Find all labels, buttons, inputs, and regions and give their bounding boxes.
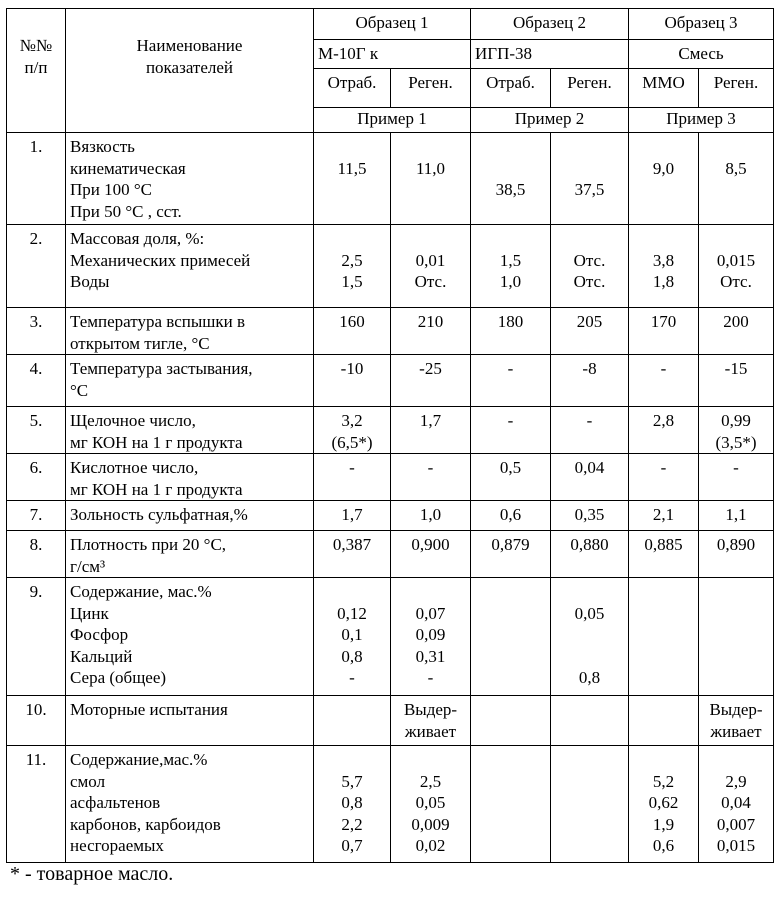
table-row — [7, 746, 774, 863]
row-name: Моторные испытания — [66, 696, 314, 746]
value-cell: 1,7 — [391, 407, 471, 454]
value-cell: - — [471, 355, 551, 407]
col-used-1: Отраб. — [314, 69, 391, 108]
value-cell: - — [314, 454, 391, 501]
value-cell: 0,890 — [699, 531, 774, 578]
name-header: Наименование показателей — [66, 9, 314, 133]
table-row — [7, 407, 774, 454]
value-cell: 1,0 — [391, 501, 471, 531]
value-cell: 170 — [629, 308, 699, 355]
value-cell: 210 — [391, 308, 471, 355]
value-cell: 2,5 0,05 0,009 0,02 — [391, 746, 471, 863]
sample-2-title: Образец 2 — [471, 9, 629, 40]
col-regen-3: Реген. — [699, 69, 774, 108]
value-cell — [314, 696, 391, 746]
value-cell — [471, 746, 551, 863]
value-cell — [471, 578, 551, 696]
table-row — [7, 225, 774, 308]
row-name: Кислотное число, мг КОН на 1 г продукта — [66, 454, 314, 501]
value-cell: 37,5 — [551, 133, 629, 225]
value-cell: - — [699, 454, 774, 501]
value-cell: - — [391, 454, 471, 501]
footnote: * - товарное масло. — [10, 863, 174, 885]
value-cell: 0,6 — [471, 501, 551, 531]
table-row — [7, 308, 774, 355]
row-number: 3. — [7, 308, 66, 355]
value-cell — [629, 696, 699, 746]
value-cell — [629, 578, 699, 696]
row-number: 11. — [7, 746, 66, 863]
value-cell: Выдер- живает — [699, 696, 774, 746]
col-used-2: Отраб. — [471, 69, 551, 108]
value-cell: 0,900 — [391, 531, 471, 578]
example-2: Пример 2 — [471, 108, 629, 133]
value-cell: 2,5 1,5 — [314, 225, 391, 308]
row-number: 1. — [7, 133, 66, 225]
row-number: 8. — [7, 531, 66, 578]
row-number: 9. — [7, 578, 66, 696]
value-cell: Отс. Отс. — [551, 225, 629, 308]
value-cell: 0,015 Отс. — [699, 225, 774, 308]
value-cell: 0,880 — [551, 531, 629, 578]
value-cell: 160 — [314, 308, 391, 355]
table-row — [7, 133, 774, 225]
value-cell: 11,0 — [391, 133, 471, 225]
sample-1-oil: М-10Г к — [314, 40, 471, 69]
value-cell: 0,387 — [314, 531, 391, 578]
value-cell: 1,1 — [699, 501, 774, 531]
value-cell — [551, 746, 629, 863]
row-number: 6. — [7, 454, 66, 501]
value-cell: - — [471, 407, 551, 454]
row-number: 10. — [7, 696, 66, 746]
properties-table — [6, 8, 774, 863]
value-cell: 0,879 — [471, 531, 551, 578]
value-cell: - — [629, 355, 699, 407]
table-row — [7, 696, 774, 746]
value-cell: -8 — [551, 355, 629, 407]
example-3: Пример 3 — [629, 108, 774, 133]
value-cell: 3,2 (6,5*) — [314, 407, 391, 454]
sample-3-title: Образец 3 — [629, 9, 774, 40]
row-name: Щелочное число, мг КОН на 1 г продукта — [66, 407, 314, 454]
sample-3-oil: Смесь — [629, 40, 774, 69]
row-name: Вязкость кинематическая При 100 °С При 50 °С , сст. — [66, 133, 314, 225]
value-cell: 0,12 0,1 0,8 - — [314, 578, 391, 696]
value-cell: 11,5 — [314, 133, 391, 225]
value-cell: 5,7 0,8 2,2 0,7 — [314, 746, 391, 863]
value-cell: -15 — [699, 355, 774, 407]
value-cell: 180 — [471, 308, 551, 355]
col-regen-2: Реген. — [551, 69, 629, 108]
value-cell — [551, 696, 629, 746]
num-header: №№ п/п — [7, 9, 66, 133]
value-cell: 0,04 — [551, 454, 629, 501]
col-mmo-3: ММО — [629, 69, 699, 108]
value-cell: 9,0 — [629, 133, 699, 225]
value-cell: 0,07 0,09 0,31 - — [391, 578, 471, 696]
col-regen-1: Реген. — [391, 69, 471, 108]
value-cell: - — [629, 454, 699, 501]
value-cell: 1,7 — [314, 501, 391, 531]
sample-2-oil: ИГП-38 — [471, 40, 629, 69]
value-cell: 0,05 0,8 — [551, 578, 629, 696]
value-cell: - — [551, 407, 629, 454]
value-cell: 2,1 — [629, 501, 699, 531]
value-cell: 0,35 — [551, 501, 629, 531]
value-cell: 1,5 1,0 — [471, 225, 551, 308]
value-cell: 3,8 1,8 — [629, 225, 699, 308]
table-row — [7, 578, 774, 696]
row-name: Температура застывания, °С — [66, 355, 314, 407]
value-cell: 205 — [551, 308, 629, 355]
value-cell: 2,8 — [629, 407, 699, 454]
table-row — [7, 355, 774, 407]
value-cell — [471, 696, 551, 746]
value-cell: 0,01 Отс. — [391, 225, 471, 308]
row-number: 4. — [7, 355, 66, 407]
value-cell: -25 — [391, 355, 471, 407]
value-cell: 0,885 — [629, 531, 699, 578]
value-cell — [699, 578, 774, 696]
table-row — [7, 531, 774, 578]
value-cell: 0,5 — [471, 454, 551, 501]
value-cell: -10 — [314, 355, 391, 407]
row-name: Температура вспышки в открытом тигле, °С — [66, 308, 314, 355]
row-name: Содержание, мас.% Цинк Фосфор Кальций Сера (общее) — [66, 578, 314, 696]
table-row — [7, 454, 774, 501]
value-cell: 5,2 0,62 1,9 0,6 — [629, 746, 699, 863]
value-cell: 0,99 (3,5*) — [699, 407, 774, 454]
row-name: Зольность сульфатная,% — [66, 501, 314, 531]
example-1: Пример 1 — [314, 108, 471, 133]
table-row — [7, 501, 774, 531]
row-name: Массовая доля, %: Механических примесей Воды — [66, 225, 314, 308]
value-cell: Выдер- живает — [391, 696, 471, 746]
value-cell: 2,9 0,04 0,007 0,015 — [699, 746, 774, 863]
row-number: 7. — [7, 501, 66, 531]
row-number: 2. — [7, 225, 66, 308]
row-number: 5. — [7, 407, 66, 454]
sample-1-title: Образец 1 — [314, 9, 471, 40]
row-name: Содержание,мас.% смол асфальтенов карбонов, карбоидов несгораемых — [66, 746, 314, 863]
row-name: Плотность при 20 °С, г/см³ — [66, 531, 314, 578]
value-cell: 38,5 — [471, 133, 551, 225]
value-cell: 200 — [699, 308, 774, 355]
value-cell: 8,5 — [699, 133, 774, 225]
